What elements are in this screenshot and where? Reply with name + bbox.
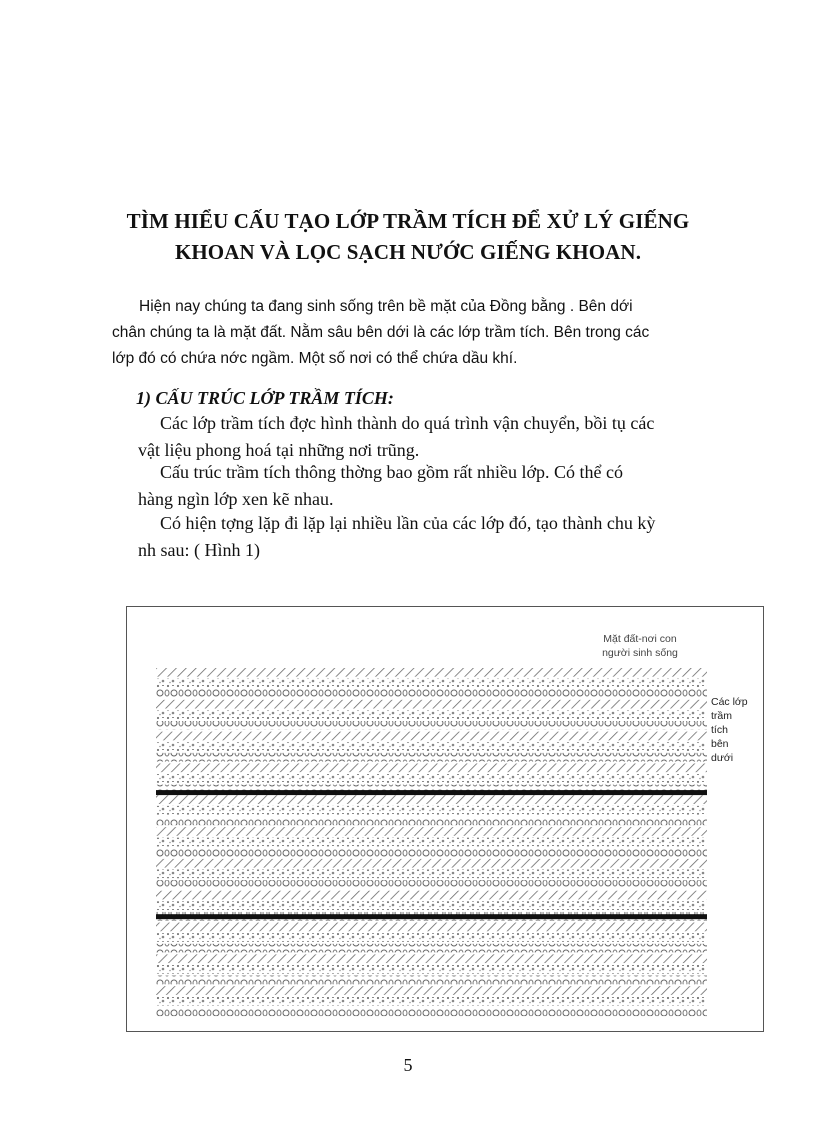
thick-layer-line	[156, 790, 707, 795]
sediment-layer-circles	[156, 721, 707, 730]
sediment-layer-circles	[156, 816, 707, 825]
caption-surface-line-1: Mặt đất-nơi con	[603, 633, 677, 645]
caption-layers-line-4: bên	[711, 738, 729, 750]
sediment-layer-circles	[156, 848, 707, 857]
title-line-1: TÌM HIỂU CẤU TẠO LỚP TRẦM TÍCH ĐỂ XỬ LÝ GIẾNG	[126, 209, 690, 233]
sediment-layer-hatch	[156, 954, 707, 963]
caption-surface-line-2: người sinh sống	[602, 647, 678, 659]
sediment-layer-speckle	[156, 774, 707, 783]
sediment-layer-circles	[156, 689, 707, 698]
sediment-layer-speckle	[156, 742, 707, 751]
sediment-layer-circles	[156, 1007, 707, 1016]
figure-caption-surface	[585, 632, 695, 660]
sediment-layer-hatch	[156, 986, 707, 995]
sediment-layer-circles	[156, 944, 707, 953]
thick-layer-line	[156, 914, 707, 919]
paragraph-2-line-2: hàng ngìn lớp xen kẽ nhau.	[138, 489, 334, 509]
caption-layers-line-2: trầm	[711, 710, 732, 722]
caption-layers-line-3: tích	[711, 724, 728, 736]
sediment-layer-hatch	[156, 732, 707, 741]
sediment-layer-speckle	[156, 710, 707, 719]
intro-line-2: chân chúng ta là mặt đất. Nằm sâu bên dới là các lớp trầm tích. Bên trong các	[112, 324, 650, 341]
sediment-layer-circles	[156, 753, 707, 762]
intro-line-3: lớp đó có chứa nớc ngầm. Một số nơi có thể chứa dầu khí.	[112, 350, 518, 367]
sediment-layer-speckle	[156, 997, 707, 1006]
sediment-layer-hatch	[156, 700, 707, 709]
sediment-layer-speckle	[156, 965, 707, 974]
sediment-layer-hatch	[156, 891, 707, 900]
sediment-layer-circles	[156, 880, 707, 889]
intro-line-1: Hiện nay chúng ta đang sinh sống trên bề mặt của Đồng bằng . Bên dới	[139, 298, 633, 315]
paragraph-2	[138, 459, 723, 513]
caption-layers-line-1: Các lớp	[711, 696, 748, 708]
paragraph-3-line-2: nh sau: ( Hình 1)	[138, 540, 260, 560]
sediment-layer-circles	[156, 976, 707, 985]
sediment-layer-hatch	[156, 827, 707, 836]
sediment-layer-hatch	[156, 668, 707, 677]
paragraph-1	[138, 410, 723, 464]
paragraph-3-line-1: Có hiện tợng lặp đi lặp lại nhiều lần của các lớp đó, tạo thành chu kỳ	[160, 513, 656, 533]
sediment-layer-speckle	[156, 933, 707, 942]
sediment-layer-speckle	[156, 901, 707, 910]
section-heading: 1) CẤU TRÚC LỚP TRẦM TÍCH:	[136, 388, 394, 408]
sediment-layer-speckle	[156, 838, 707, 847]
sediment-layers-diagram	[156, 668, 707, 1018]
sediment-layer-hatch	[156, 763, 707, 772]
sediment-layer-hatch	[156, 859, 707, 868]
sediment-layer-speckle	[156, 870, 707, 879]
sediment-layer-speckle	[156, 679, 707, 688]
intro-paragraph	[112, 294, 724, 372]
sediment-layer-hatch	[156, 923, 707, 932]
document-title	[0, 206, 816, 268]
page-number: 5	[403, 1055, 413, 1075]
paragraph-1-line-1: Các lớp trầm tích đợc hình thành do quá trình vận chuyển, bồi tụ các	[160, 413, 655, 433]
figure-caption-layers	[711, 695, 757, 765]
paragraph-3	[138, 510, 723, 564]
paragraph-1-line-2: vật liệu phong hoá tại những nơi trũng.	[138, 440, 420, 460]
sediment-layer-speckle	[156, 806, 707, 815]
caption-layers-line-5: dưới	[711, 752, 734, 764]
paragraph-2-line-1: Cấu trúc trầm tích thông thờng bao gồm rất nhiều lớp. Có thể có	[160, 462, 623, 482]
sediment-layer-hatch	[156, 795, 707, 804]
title-line-2: KHOAN VÀ LỌC SẠCH NƯỚC GIẾNG KHOAN.	[174, 240, 642, 264]
